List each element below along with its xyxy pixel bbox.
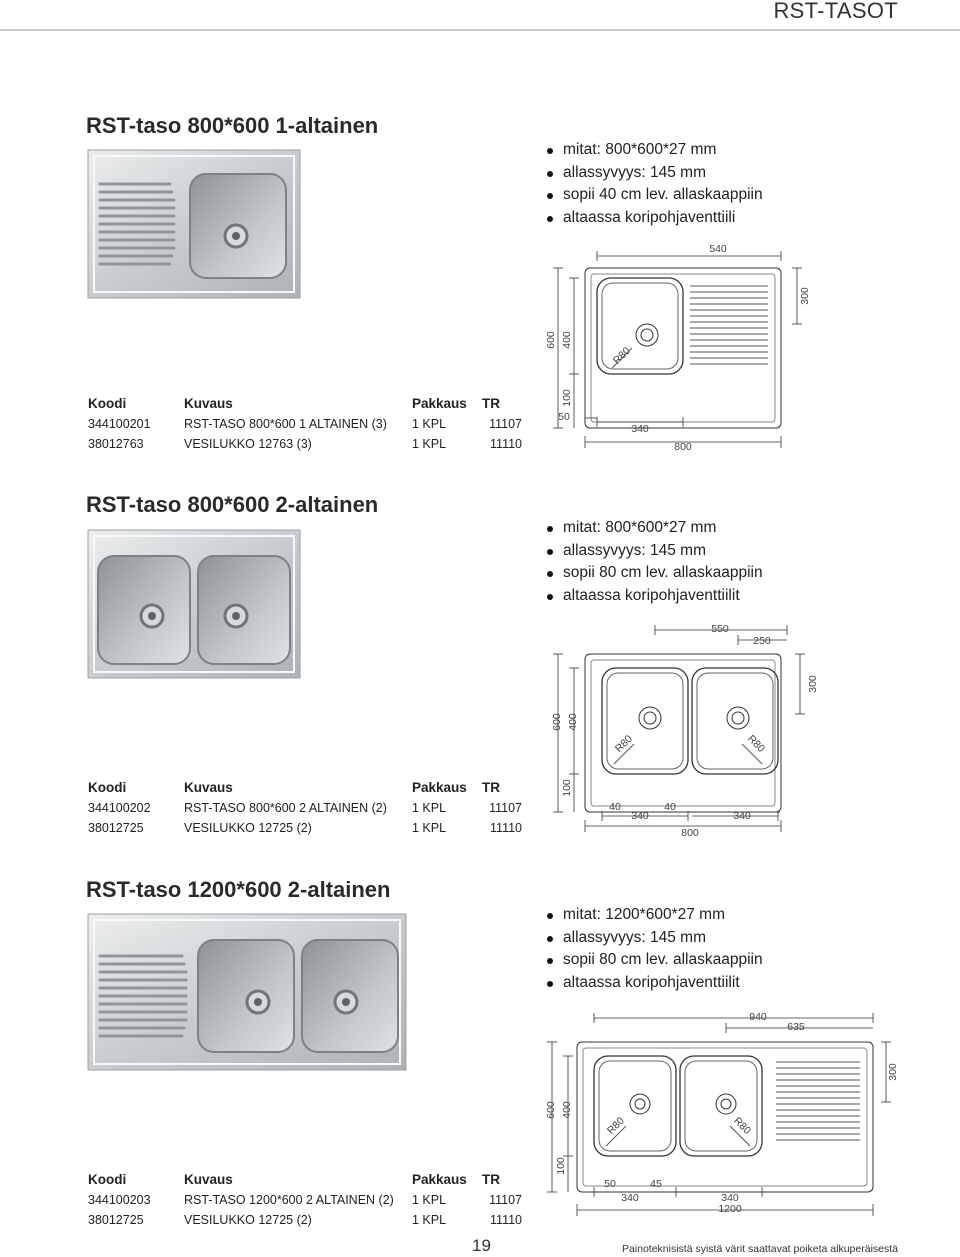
cell-tr: 11107 [489, 801, 522, 815]
cell-kuvaus: VESILUKKO 12725 (2) [184, 821, 312, 835]
feature-item: allassyvyys: 145 mm [546, 162, 763, 185]
sink-photo-double-bowl [86, 528, 302, 680]
cell-koodi: 38012725 [88, 821, 144, 835]
table-header-row [88, 392, 522, 414]
dim-top-width: 550 [711, 623, 729, 635]
dim-top-width: 940 [749, 1011, 767, 1023]
page-header-title: RST-TASOT [773, 0, 898, 23]
cell-koodi: 38012763 [88, 437, 144, 451]
dim-top-offset: 250 [753, 635, 771, 647]
column-header-tr: TR [482, 1171, 500, 1187]
cell-kuvaus: RST-TASO 1200*600 2 ALTAINEN (2) [184, 1193, 394, 1207]
table-row [88, 1190, 522, 1210]
dim-bowl-width-right: 340 [721, 1192, 739, 1204]
dim-gap-middle: 40 [664, 801, 676, 813]
dim-bowl-width-right: 340 [733, 810, 751, 822]
table-row [88, 434, 522, 454]
table-header-row [88, 1168, 522, 1190]
dim-bowl-width-left: 340 [621, 1192, 639, 1204]
page-number: 19 [472, 1236, 491, 1255]
dim-bowl-width: 340 [631, 423, 649, 435]
dim-total-height: 600 [545, 1101, 557, 1119]
cell-koodi: 344100203 [88, 1193, 151, 1207]
section-title: RST-taso 800*600 2-altainen [86, 492, 379, 517]
column-header-koodi: Koodi [88, 779, 127, 795]
table-header-row [88, 776, 522, 798]
dim-radius-right: R80 [745, 732, 768, 755]
dim-bowl-height: 400 [567, 713, 579, 731]
dim-radius-right: R80 [731, 1114, 754, 1137]
dimension-drawing-single [540, 236, 825, 458]
feature-item: allassyvyys: 145 mm [546, 927, 763, 950]
sink-photo-single-bowl [86, 148, 302, 300]
column-header-koodi: Koodi [88, 395, 127, 411]
section-title: RST-taso 800*600 1-altainen [86, 113, 379, 138]
technical-drawing [530, 1006, 910, 1220]
dim-lower-left: 100 [555, 1157, 567, 1175]
cell-tr: 11107 [489, 1193, 522, 1207]
column-header-kuvaus: Kuvaus [184, 779, 233, 795]
feature-item: allassyvyys: 145 mm [546, 540, 763, 563]
product-table [88, 1168, 522, 1230]
product-photo [86, 148, 302, 300]
sink-photo-double-bowl-drainer [86, 912, 408, 1072]
dim-total-height: 600 [545, 331, 557, 349]
dim-right-height: 300 [807, 675, 819, 693]
dim-offset: 50 [558, 411, 570, 423]
dim-gap-middle: 45 [650, 1178, 662, 1190]
column-header-tr: TR [482, 395, 500, 411]
cell-pakkaus: 1 KPL [412, 821, 447, 835]
product-table [88, 776, 522, 838]
cell-tr: 11110 [490, 821, 522, 835]
dim-top-offset: 635 [787, 1021, 805, 1033]
technical-drawing [540, 618, 825, 840]
dim-lower-left: 100 [561, 389, 573, 407]
feature-item: sopii 80 cm lev. allaskaappiin [546, 949, 763, 972]
header-divider [0, 29, 960, 31]
dim-total-height: 600 [551, 713, 563, 731]
cell-kuvaus: RST-TASO 800*600 2 ALTAINEN (2) [184, 801, 387, 815]
dim-top-width: 540 [709, 243, 727, 255]
dim-right-height: 300 [799, 287, 811, 305]
cell-pakkaus: 1 KPL [412, 437, 447, 451]
feature-list [546, 517, 763, 607]
cell-kuvaus: RST-TASO 800*600 1 ALTAINEN (3) [184, 417, 387, 431]
cell-pakkaus: 1 KPL [412, 417, 447, 431]
cell-koodi: 344100201 [88, 417, 151, 431]
cell-pakkaus: 1 KPL [412, 801, 447, 815]
table-row [88, 414, 522, 434]
dimension-drawing-double-drainer [530, 1006, 910, 1220]
dim-total-width: 1200 [718, 1203, 742, 1215]
dim-radius-left: R80 [604, 1114, 627, 1137]
column-header-pakkaus: Pakkaus [412, 779, 467, 795]
dim-bowl-height: 400 [561, 331, 573, 349]
column-header-tr: TR [482, 779, 500, 795]
feature-item: mitat: 800*600*27 mm [546, 517, 763, 540]
dim-bowl-width-left: 340 [631, 810, 649, 822]
section-title: RST-taso 1200*600 2-altainen [86, 877, 391, 902]
product-photo [86, 528, 302, 680]
product-photo [86, 912, 408, 1072]
feature-item: sopii 40 cm lev. allaskaappiin [546, 184, 763, 207]
cell-tr: 11110 [490, 1213, 522, 1227]
cell-koodi: 344100202 [88, 801, 151, 815]
table-row [88, 818, 522, 838]
feature-item: sopii 80 cm lev. allaskaappiin [546, 562, 763, 585]
table-row [88, 798, 522, 818]
dim-total-width: 800 [674, 441, 692, 453]
column-header-koodi: Koodi [88, 1171, 127, 1187]
feature-item: altaassa koripohjaventtiili [546, 207, 763, 230]
dim-bowl-height: 400 [561, 1101, 573, 1119]
dim-radius-left: R80 [612, 732, 635, 755]
product-table [88, 392, 522, 454]
cell-tr: 11110 [490, 437, 522, 451]
cell-tr: 11107 [489, 417, 522, 431]
dim-lower-left: 100 [561, 779, 573, 797]
column-header-kuvaus: Kuvaus [184, 395, 233, 411]
feature-item: mitat: 800*600*27 mm [546, 139, 763, 162]
footer-disclaimer: Painoteknisistä syistä värit saattavat poiketa alkuperäisestä [621, 1243, 898, 1255]
table-row [88, 1210, 522, 1230]
cell-pakkaus: 1 KPL [412, 1193, 447, 1207]
feature-list [546, 139, 763, 229]
technical-drawing [540, 236, 825, 458]
dim-gap-left: 40 [609, 801, 621, 813]
cell-kuvaus: VESILUKKO 12725 (2) [184, 1213, 312, 1227]
column-header-pakkaus: Pakkaus [412, 1171, 467, 1187]
dimension-drawing-double [540, 618, 825, 840]
cell-pakkaus: 1 KPL [412, 1213, 447, 1227]
cell-koodi: 38012725 [88, 1213, 144, 1227]
feature-item: mitat: 1200*600*27 mm [546, 904, 763, 927]
cell-kuvaus: VESILUKKO 12763 (3) [184, 437, 312, 451]
dim-right-height: 300 [887, 1063, 899, 1081]
feature-item: altaassa koripohjaventtiilit [546, 585, 763, 608]
dim-radius: R80 [610, 344, 633, 367]
feature-list [546, 904, 763, 994]
column-header-kuvaus: Kuvaus [184, 1171, 233, 1187]
feature-item: altaassa koripohjaventtiilit [546, 972, 763, 995]
dim-total-width: 800 [681, 827, 699, 839]
dim-gap-left: 50 [604, 1178, 616, 1190]
column-header-pakkaus: Pakkaus [412, 395, 467, 411]
